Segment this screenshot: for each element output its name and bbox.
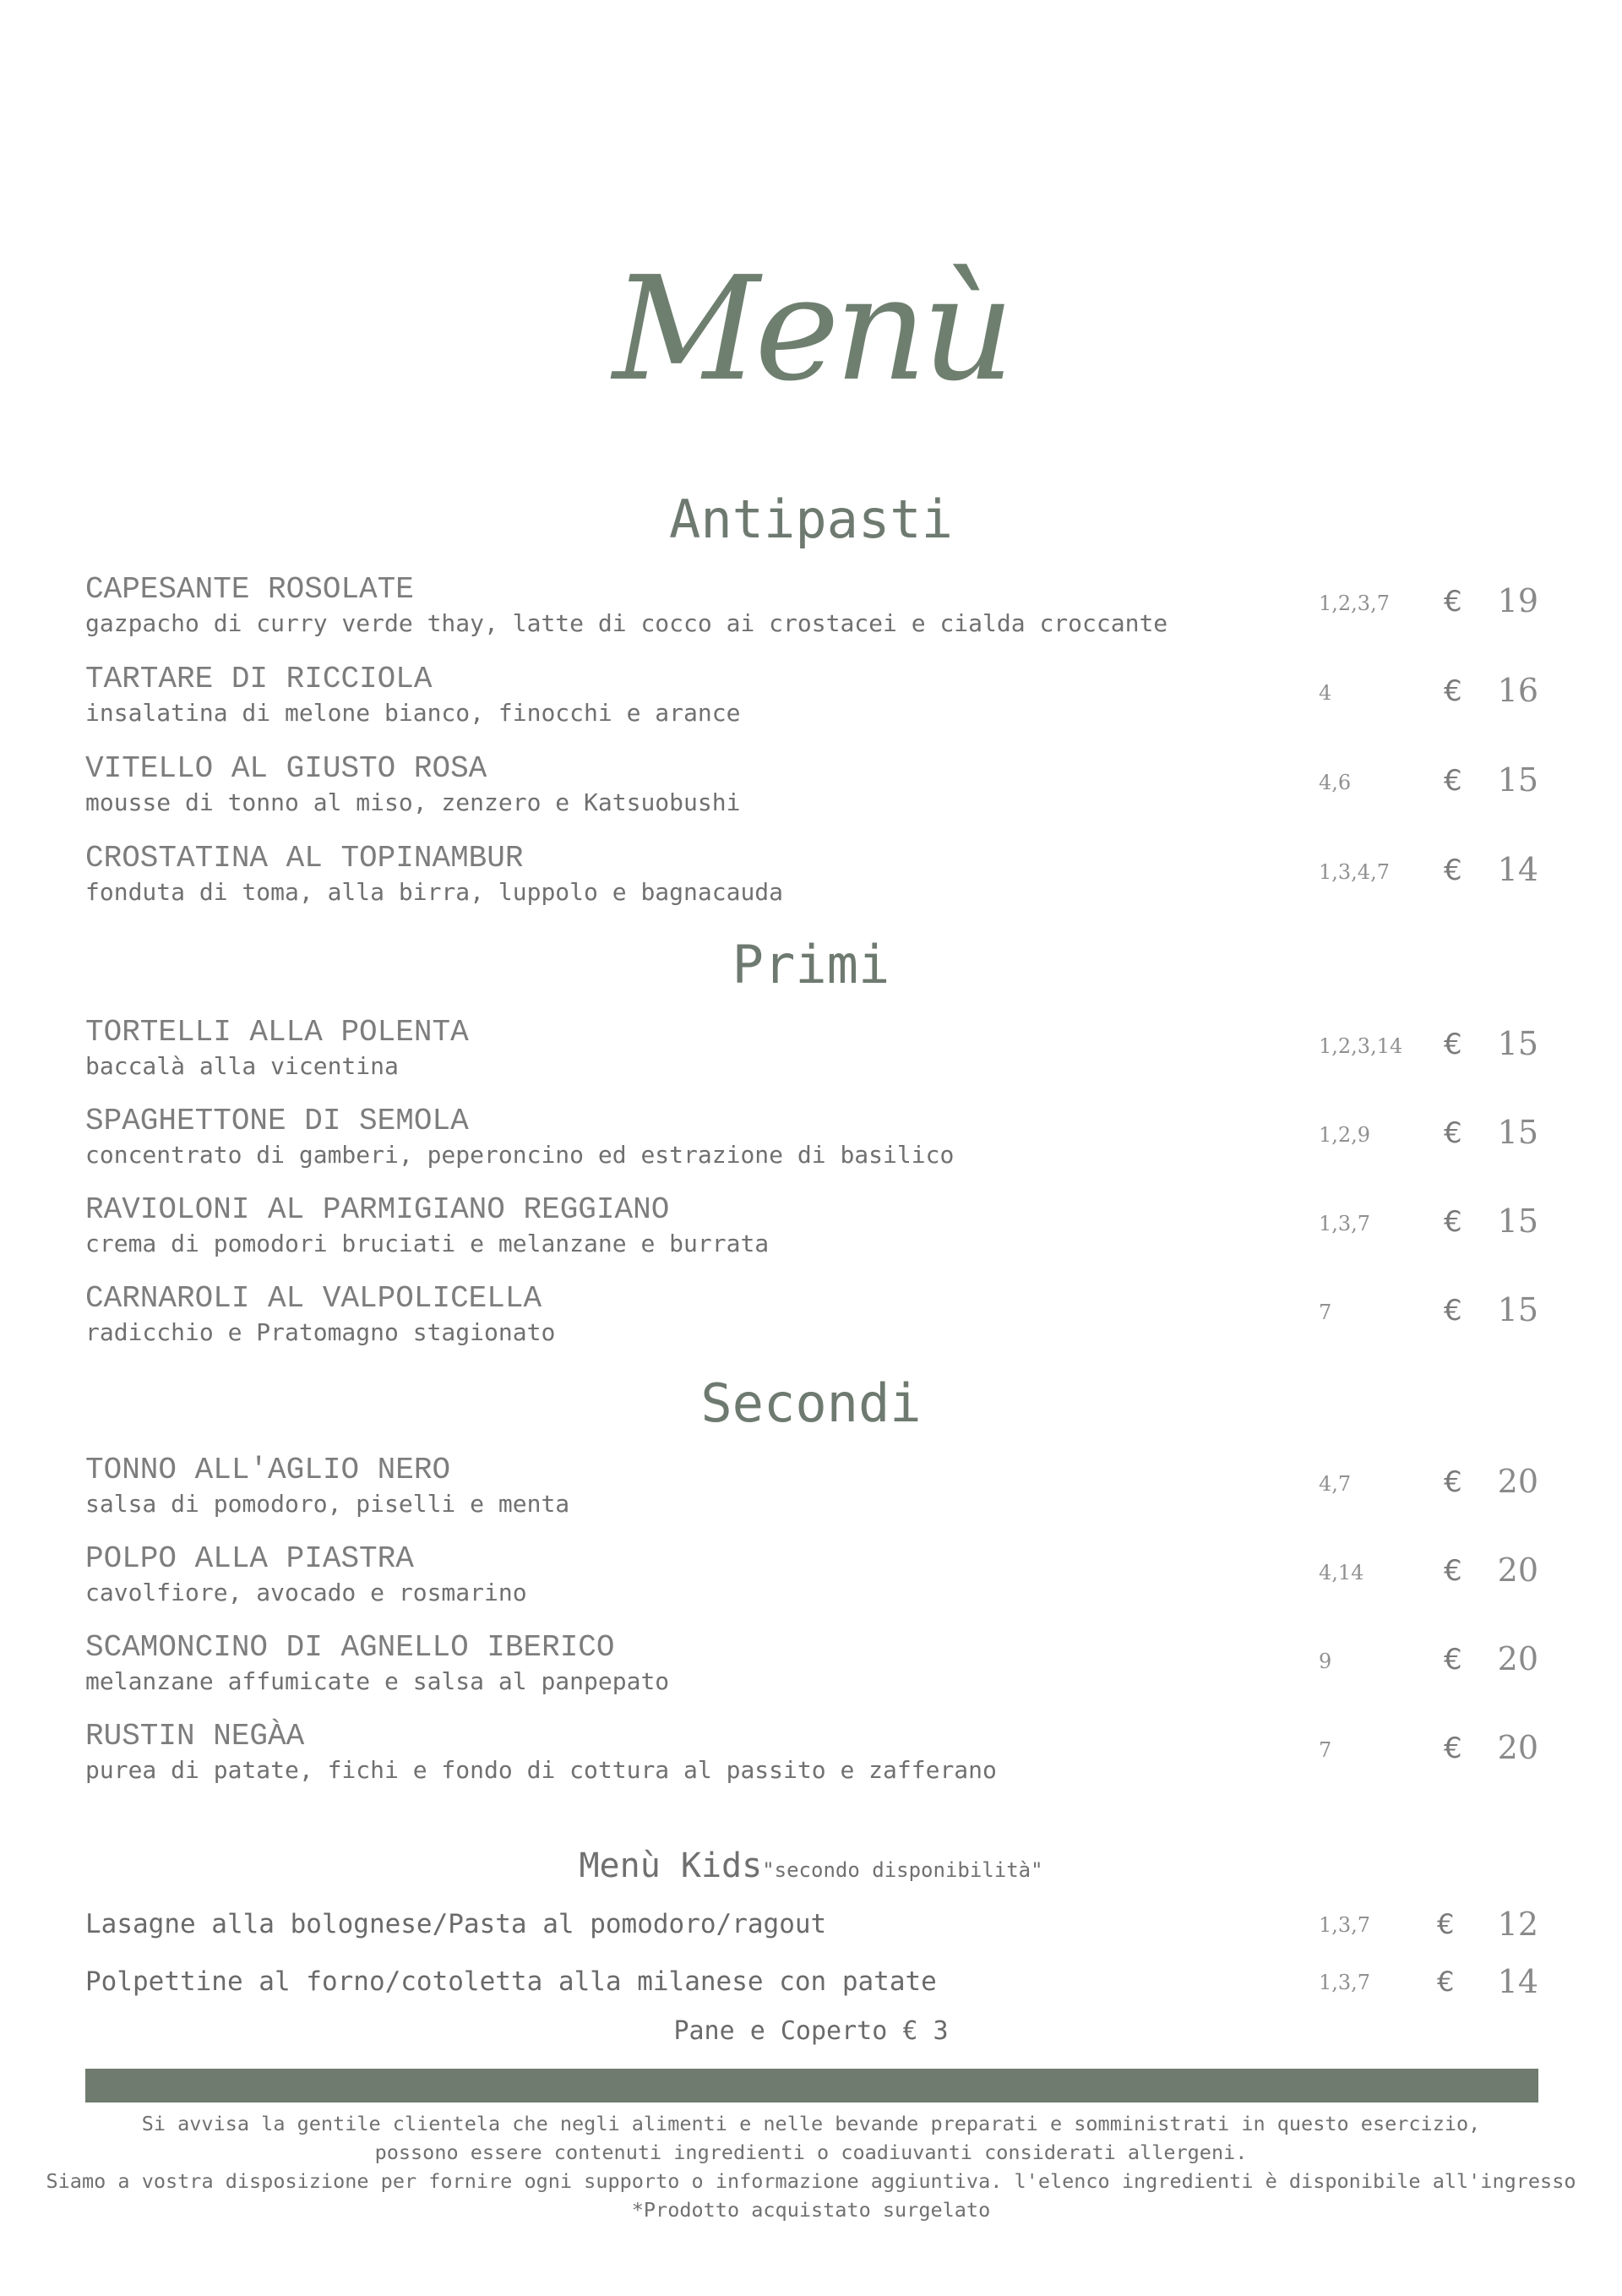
section-title-secondi: Secondi	[700, 1372, 922, 1434]
item-allergens: 1,3,7	[1319, 1971, 1371, 1994]
section-title-antipasti: Antipasti	[669, 488, 953, 550]
item-currency: €	[1444, 1554, 1462, 1588]
divider-bar	[85, 2069, 1538, 2102]
item-price: 20	[1497, 1463, 1538, 1500]
item-allergens: 9	[1319, 1650, 1332, 1673]
frozen-product-note: *Prodotto acquistato surgelato	[631, 2198, 991, 2222]
item-allergens: 1,2,9	[1319, 1123, 1371, 1147]
item-description: mousse di tonno al miso, zenzero e Katsuobushi	[85, 788, 741, 816]
kids-menu-item	[85, 1962, 1538, 2004]
kids-title-note: "secondo disponibilità"	[762, 1858, 1043, 1882]
item-name: CROSTATINA AL TOPINAMBUR	[85, 841, 524, 875]
item-price: 12	[1497, 1906, 1538, 1943]
item-currency: €	[1444, 1205, 1462, 1239]
item-allergens: 7	[1319, 1738, 1332, 1762]
item-description: insalatina di melone bianco, finocchi e arance	[85, 699, 741, 727]
item-description: purea di patate, fichi e fondo di cottura al passito e zafferano	[85, 1756, 997, 1784]
menu-item	[85, 1452, 1538, 1528]
section-title-primi: Primi	[732, 934, 890, 995]
item-name: RUSTIN NEGÀA	[85, 1719, 305, 1753]
item-name: TONNO ALL'AGLIO NERO	[85, 1453, 451, 1487]
item-description: radicchio e Pratomagno stagionato	[85, 1318, 556, 1346]
item-name: VITELLO AL GIUSTO ROSA	[85, 751, 487, 786]
item-currency: €	[1444, 1732, 1462, 1765]
item-allergens: 7	[1319, 1301, 1332, 1324]
item-allergens: 1,3,7	[1319, 1913, 1371, 1937]
kids-menu-title	[0, 1846, 1622, 1885]
item-currency: €	[1437, 1966, 1455, 1998]
item-name: CARNAROLI AL VALPOLICELLA	[85, 1281, 542, 1316]
item-description: salsa di pomodoro, piselli e menta	[85, 1490, 570, 1518]
item-currency: €	[1437, 1908, 1455, 1940]
item-name: RAVIOLONI AL PARMIGIANO REGGIANO	[85, 1192, 670, 1227]
menu-item	[85, 1103, 1538, 1179]
item-currency: €	[1444, 1294, 1462, 1328]
item-name: TARTARE DI RICCIOLA	[85, 662, 433, 696]
notice-line: possono essere contenuti ingredienti o coadiuvanti considerati allergeni.	[374, 2141, 1248, 2164]
item-name: CAPESANTE ROSOLATE	[85, 572, 414, 607]
item-name: Polpettine al forno/cotoletta alla milanese con patate	[85, 1966, 937, 1997]
notice-line: Si avvisa la gentile clientela che negli alimenti e nelle bevande preparati e somministrati in questo esercizio,	[141, 2112, 1481, 2135]
item-price: 19	[1497, 582, 1538, 619]
item-price: 15	[1497, 1025, 1538, 1062]
item-price: 15	[1497, 1203, 1538, 1240]
item-allergens: 1,2,3,7	[1319, 592, 1390, 615]
item-currency: €	[1444, 1465, 1462, 1499]
item-name: POLPO ALLA PIASTRA	[85, 1541, 414, 1576]
item-currency: €	[1444, 1643, 1462, 1677]
menu-item	[85, 840, 1538, 916]
allergen-notice	[0, 2109, 1622, 2224]
item-allergens: 1,2,3,14	[1319, 1034, 1403, 1058]
item-currency: €	[1444, 1028, 1462, 1061]
item-allergens: 4,6	[1319, 771, 1352, 794]
kids-title-main: Menù Kids	[579, 1846, 763, 1885]
menu-item	[85, 1280, 1538, 1356]
menu-title: Menù	[612, 246, 1010, 413]
item-name: SCAMONCINO DI AGNELLO IBERICO	[85, 1630, 615, 1665]
item-name: Lasagne alla bolognese/Pasta al pomodoro/ragout	[85, 1909, 827, 1939]
menu-item	[85, 1541, 1538, 1617]
item-description: melanzane affumicate e salsa al panpepato	[85, 1667, 670, 1695]
item-allergens: 1,3,4,7	[1319, 860, 1390, 884]
item-description: crema di pomodori bruciati e melanzane e burrata	[85, 1230, 770, 1257]
item-description: baccalà alla vicentina	[85, 1052, 399, 1080]
item-allergens: 4,7	[1319, 1472, 1352, 1496]
item-name: TORTELLI ALLA POLENTA	[85, 1015, 469, 1050]
item-name: SPAGHETTONE DI SEMOLA	[85, 1104, 469, 1138]
item-description: gazpacho di curry verde thay, latte di cocco ai crostacei e cialda croccante	[85, 609, 1168, 637]
notice-line: Siamo a vostra disposizione per fornire ogni supporto o informazione aggiuntiva. l'elenco ingredienti è disponibile all'ingresso	[46, 2169, 1576, 2193]
menu-item	[85, 1718, 1538, 1794]
menu-item	[85, 1192, 1538, 1268]
item-price: 20	[1497, 1729, 1538, 1766]
item-allergens: 1,3,7	[1319, 1212, 1371, 1235]
item-price: 14	[1497, 1963, 1538, 2000]
item-currency: €	[1444, 854, 1462, 887]
menu-item	[85, 1014, 1538, 1090]
item-price: 15	[1497, 1114, 1538, 1151]
item-currency: €	[1444, 1116, 1462, 1150]
item-description: fonduta di toma, alla birra, luppolo e bagnacauda	[85, 878, 784, 906]
menu-item	[85, 661, 1538, 737]
item-price: 16	[1497, 672, 1538, 709]
cover-charge: Pane e Coperto € 3	[673, 2016, 949, 2046]
item-description: concentrato di gamberi, peperoncino ed estrazione di basilico	[85, 1141, 955, 1169]
item-currency: €	[1444, 764, 1462, 798]
item-allergens: 4	[1319, 681, 1332, 705]
item-price: 14	[1497, 851, 1538, 888]
menu-item	[85, 1629, 1538, 1705]
item-allergens: 4,14	[1319, 1561, 1364, 1584]
item-price: 20	[1497, 1640, 1538, 1677]
item-price: 20	[1497, 1552, 1538, 1589]
menu-item	[85, 571, 1538, 647]
item-currency: €	[1444, 674, 1462, 708]
menu-item	[85, 750, 1538, 826]
item-description: cavolfiore, avocado e rosmarino	[85, 1579, 527, 1606]
item-currency: €	[1444, 585, 1462, 619]
item-price: 15	[1497, 761, 1538, 799]
kids-menu-item	[85, 1905, 1538, 1947]
item-price: 15	[1497, 1291, 1538, 1328]
